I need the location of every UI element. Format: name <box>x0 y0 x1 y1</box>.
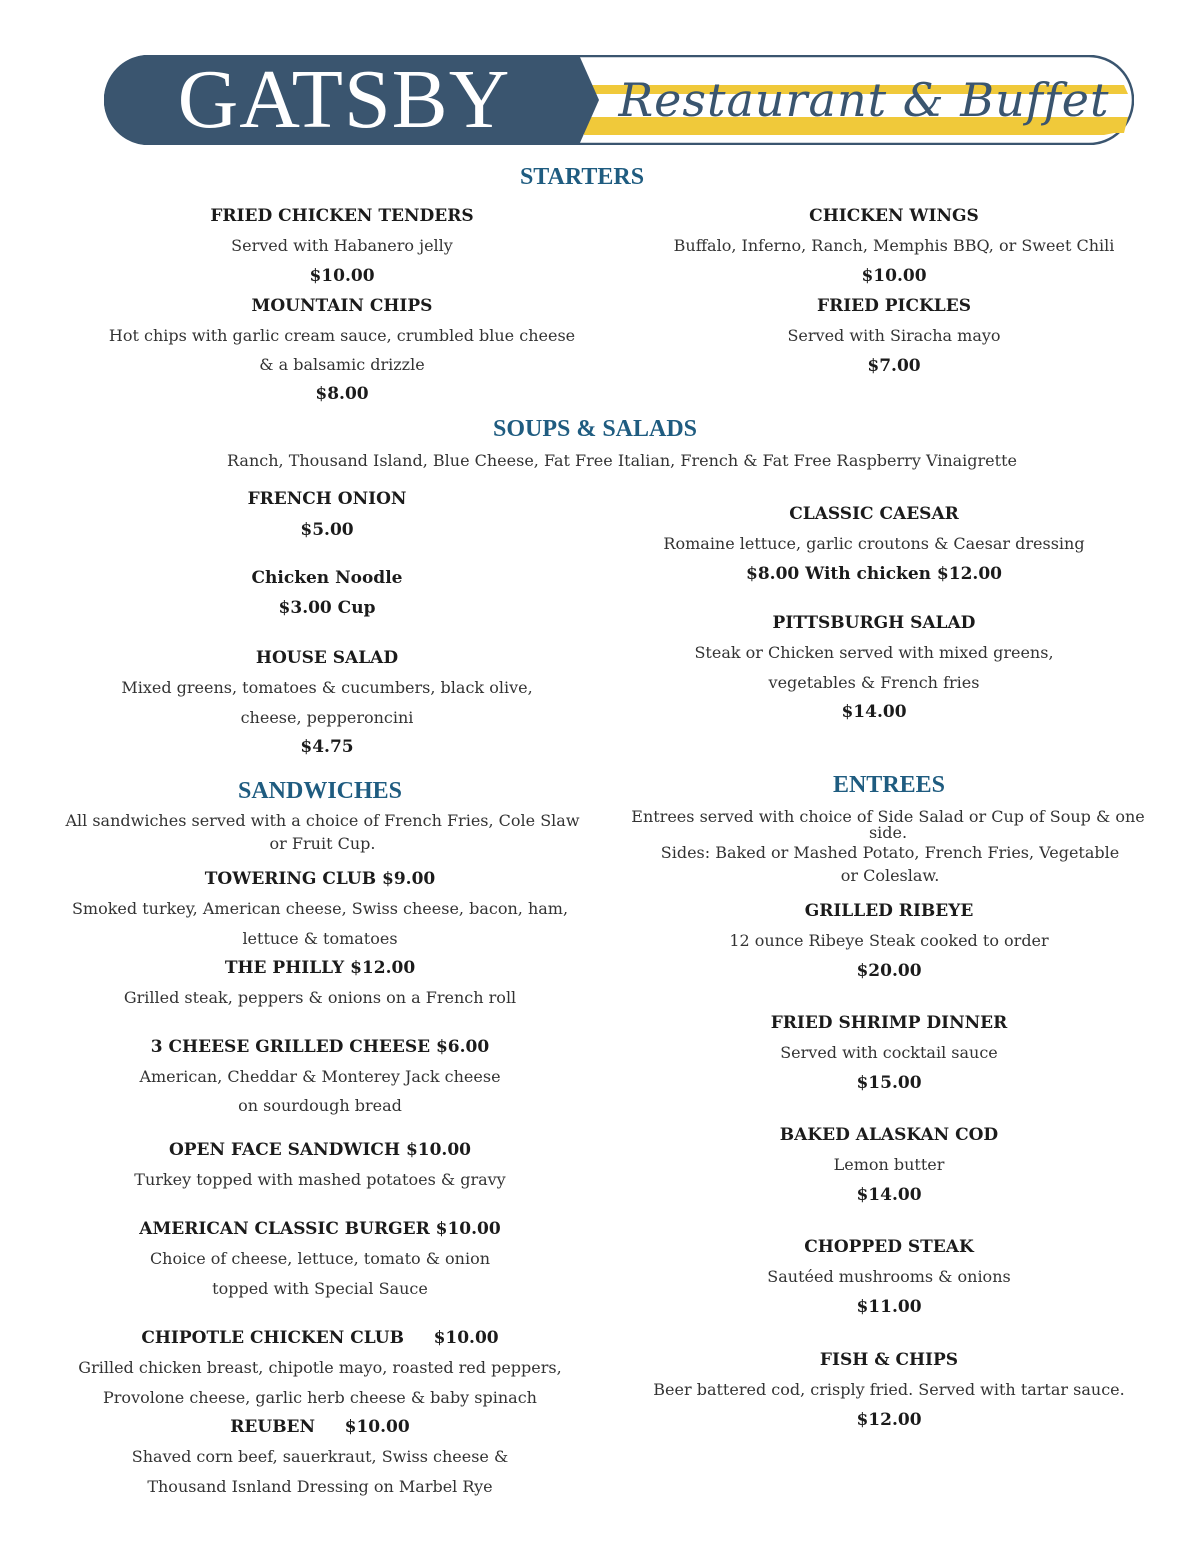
item-price: $12.00 <box>856 1410 922 1430</box>
item-name: CHIPOTLE CHICKEN CLUB $10.00 <box>141 1328 499 1348</box>
item-description: Choice of cheese, lettuce, tomato & onion <box>149 1249 491 1268</box>
section-heading-sandwiches: SANDWICHES <box>237 778 403 804</box>
item-description: Shaved corn beef, sauerkraut, Swiss cheese & <box>131 1447 509 1466</box>
item-price: $3.00 Cup <box>278 598 376 618</box>
item-description: Hot chips with garlic cream sauce, crumbled blue cheese <box>108 326 576 345</box>
section-heading-soups-salads: SOUPS & SALADS <box>492 416 698 442</box>
item-name: FRIED CHICKEN TENDERS <box>210 206 474 226</box>
menu-item-towering-club <box>70 871 570 947</box>
item-price: $14.00 <box>841 702 907 722</box>
menu-item-american-classic-burger <box>70 1221 570 1297</box>
menu-item-3-cheese-grilled-cheese <box>70 1039 570 1114</box>
item-description: Beer battered cod, crisply fried. Served with tartar sauce. <box>653 1380 1125 1399</box>
item-description: Buffalo, Inferno, Ranch, Memphis BBQ, or Sweet Chili <box>673 236 1115 255</box>
menu-item-house-salad <box>77 650 577 756</box>
entrees-note: Entrees served with choice of Side Salad or Cup of Soup & one side. <box>631 807 1145 842</box>
item-price: $5.00 <box>300 520 354 540</box>
item-name: CLASSIC CAESAR <box>789 504 959 524</box>
menu-item-pittsburgh-salad <box>624 615 1124 721</box>
item-name: CHICKEN WINGS <box>809 206 979 226</box>
item-price: $8.00 <box>315 384 369 404</box>
item-description: Smoked turkey, American cheese, Swiss cheese, bacon, ham, <box>71 899 569 918</box>
item-description-line2: Provolone cheese, garlic herb cheese & baby spinach <box>103 1388 537 1407</box>
item-description: 12 ounce Ribeye Steak cooked to order <box>729 931 1049 950</box>
item-description-line2: cheese, pepperoncini <box>240 708 414 727</box>
item-name: FRIED PICKLES <box>817 296 971 316</box>
item-name: BAKED ALASKAN COD <box>779 1125 999 1145</box>
section-heading-entrees: ENTREES <box>832 772 946 798</box>
item-price: $10.00 <box>861 266 927 286</box>
item-price: $14.00 <box>856 1185 922 1205</box>
item-name: TOWERING CLUB $9.00 <box>204 869 436 889</box>
item-name: FISH & CHIPS <box>819 1350 959 1370</box>
item-name: 3 CHEESE GRILLED CHEESE $6.00 <box>150 1037 490 1057</box>
item-description: Sautéed mushrooms & onions <box>767 1267 1011 1286</box>
menu-item-chicken-noodle <box>77 570 577 617</box>
menu-item-grilled-ribeye <box>639 903 1139 980</box>
item-description-line2: topped with Special Sauce <box>212 1279 428 1298</box>
item-description-line2: lettuce & tomatoes <box>242 929 398 948</box>
menu-item-mountain-chips <box>92 298 592 403</box>
section-heading-starters: STARTERS <box>519 164 645 190</box>
restaurant-subtitle: Restaurant & Buffet <box>618 73 1110 127</box>
item-price: $10.00 <box>309 266 375 286</box>
item-price: $7.00 <box>867 356 921 376</box>
item-price: $4.75 <box>300 737 354 757</box>
sandwiches-note: All sandwiches served with a choice of French Fries, Cole Slaw or Fruit Cup. <box>65 811 580 853</box>
item-description: Grilled chicken breast, chipotle mayo, roasted red peppers, <box>78 1358 562 1377</box>
menu-item-open-face-sandwich <box>70 1142 570 1188</box>
menu-item-the-philly <box>70 960 570 1006</box>
item-description-line2: & a balsamic drizzle <box>259 355 425 374</box>
item-description: Served with Habanero jelly <box>231 236 453 255</box>
item-name: MOUNTAIN CHIPS <box>251 296 433 316</box>
menu-item-fish-and-chips <box>639 1352 1139 1429</box>
item-name: GRILLED RIBEYE <box>804 901 974 921</box>
item-description: Steak or Chicken served with mixed greens, <box>694 643 1054 662</box>
item-description: Turkey topped with mashed potatoes & gravy <box>134 1170 506 1189</box>
menu-item-fried-shrimp-dinner <box>639 1015 1139 1092</box>
header-banner <box>104 55 1134 145</box>
menu-item-french-onion <box>77 491 577 539</box>
item-name: OPEN FACE SANDWICH $10.00 <box>168 1140 472 1160</box>
item-description: Served with Siracha mayo <box>787 326 1001 345</box>
item-description: American, Cheddar & Monterey Jack cheese <box>139 1067 501 1086</box>
menu-item-classic-caesar <box>624 506 1124 583</box>
item-name: REUBEN $10.00 <box>230 1417 410 1437</box>
menu-item-chipotle-chicken-club <box>70 1330 570 1406</box>
item-description: Served with cocktail sauce <box>780 1043 998 1062</box>
menu-item-reuben <box>70 1419 570 1495</box>
item-name: AMERICAN CLASSIC BURGER $10.00 <box>139 1219 501 1239</box>
item-name: FRIED SHRIMP DINNER <box>770 1013 1008 1033</box>
item-description-line2: on sourdough bread <box>238 1096 402 1115</box>
item-description: Mixed greens, tomatoes & cucumbers, black olive, <box>121 678 533 697</box>
item-price: $11.00 <box>856 1297 922 1317</box>
item-name: HOUSE SALAD <box>255 648 399 668</box>
menu-item-fried-pickles <box>644 298 1144 375</box>
dressings-list: Ranch, Thousand Island, Blue Cheese, Fat Free Italian, French & Fat Free Raspberry Vinaigrette <box>227 451 1017 470</box>
item-description: Romaine lettuce, garlic croutons & Caesar dressing <box>663 534 1085 553</box>
item-name: Chicken Noodle <box>251 568 403 588</box>
item-description-line2: Thousand Isnland Dressing on Marbel Rye <box>147 1477 493 1496</box>
item-price: $20.00 <box>856 961 922 981</box>
item-name: FRENCH ONION <box>247 489 407 509</box>
item-description: Grilled steak, peppers & onions on a French roll <box>123 988 517 1007</box>
menu-item-chicken-wings <box>644 208 1144 285</box>
menu-item-baked-alaskan-cod <box>639 1127 1139 1204</box>
item-price: $15.00 <box>856 1073 922 1093</box>
item-description: Lemon butter <box>833 1155 945 1174</box>
menu-item-chopped-steak <box>639 1239 1139 1316</box>
item-price: $8.00 With chicken $12.00 <box>746 564 1002 584</box>
item-name: PITTSBURGH SALAD <box>772 613 976 633</box>
menu-item-fried-chicken-tenders <box>92 208 592 285</box>
item-name: CHOPPED STEAK <box>804 1237 974 1257</box>
entrees-sides: Sides: Baked or Mashed Potato, French Fries, Vegetable or Coleslaw. <box>660 843 1120 885</box>
item-name: THE PHILLY $12.00 <box>224 958 416 978</box>
item-description-line2: vegetables & French fries <box>768 673 980 692</box>
restaurant-name: GATSBY <box>177 53 511 146</box>
